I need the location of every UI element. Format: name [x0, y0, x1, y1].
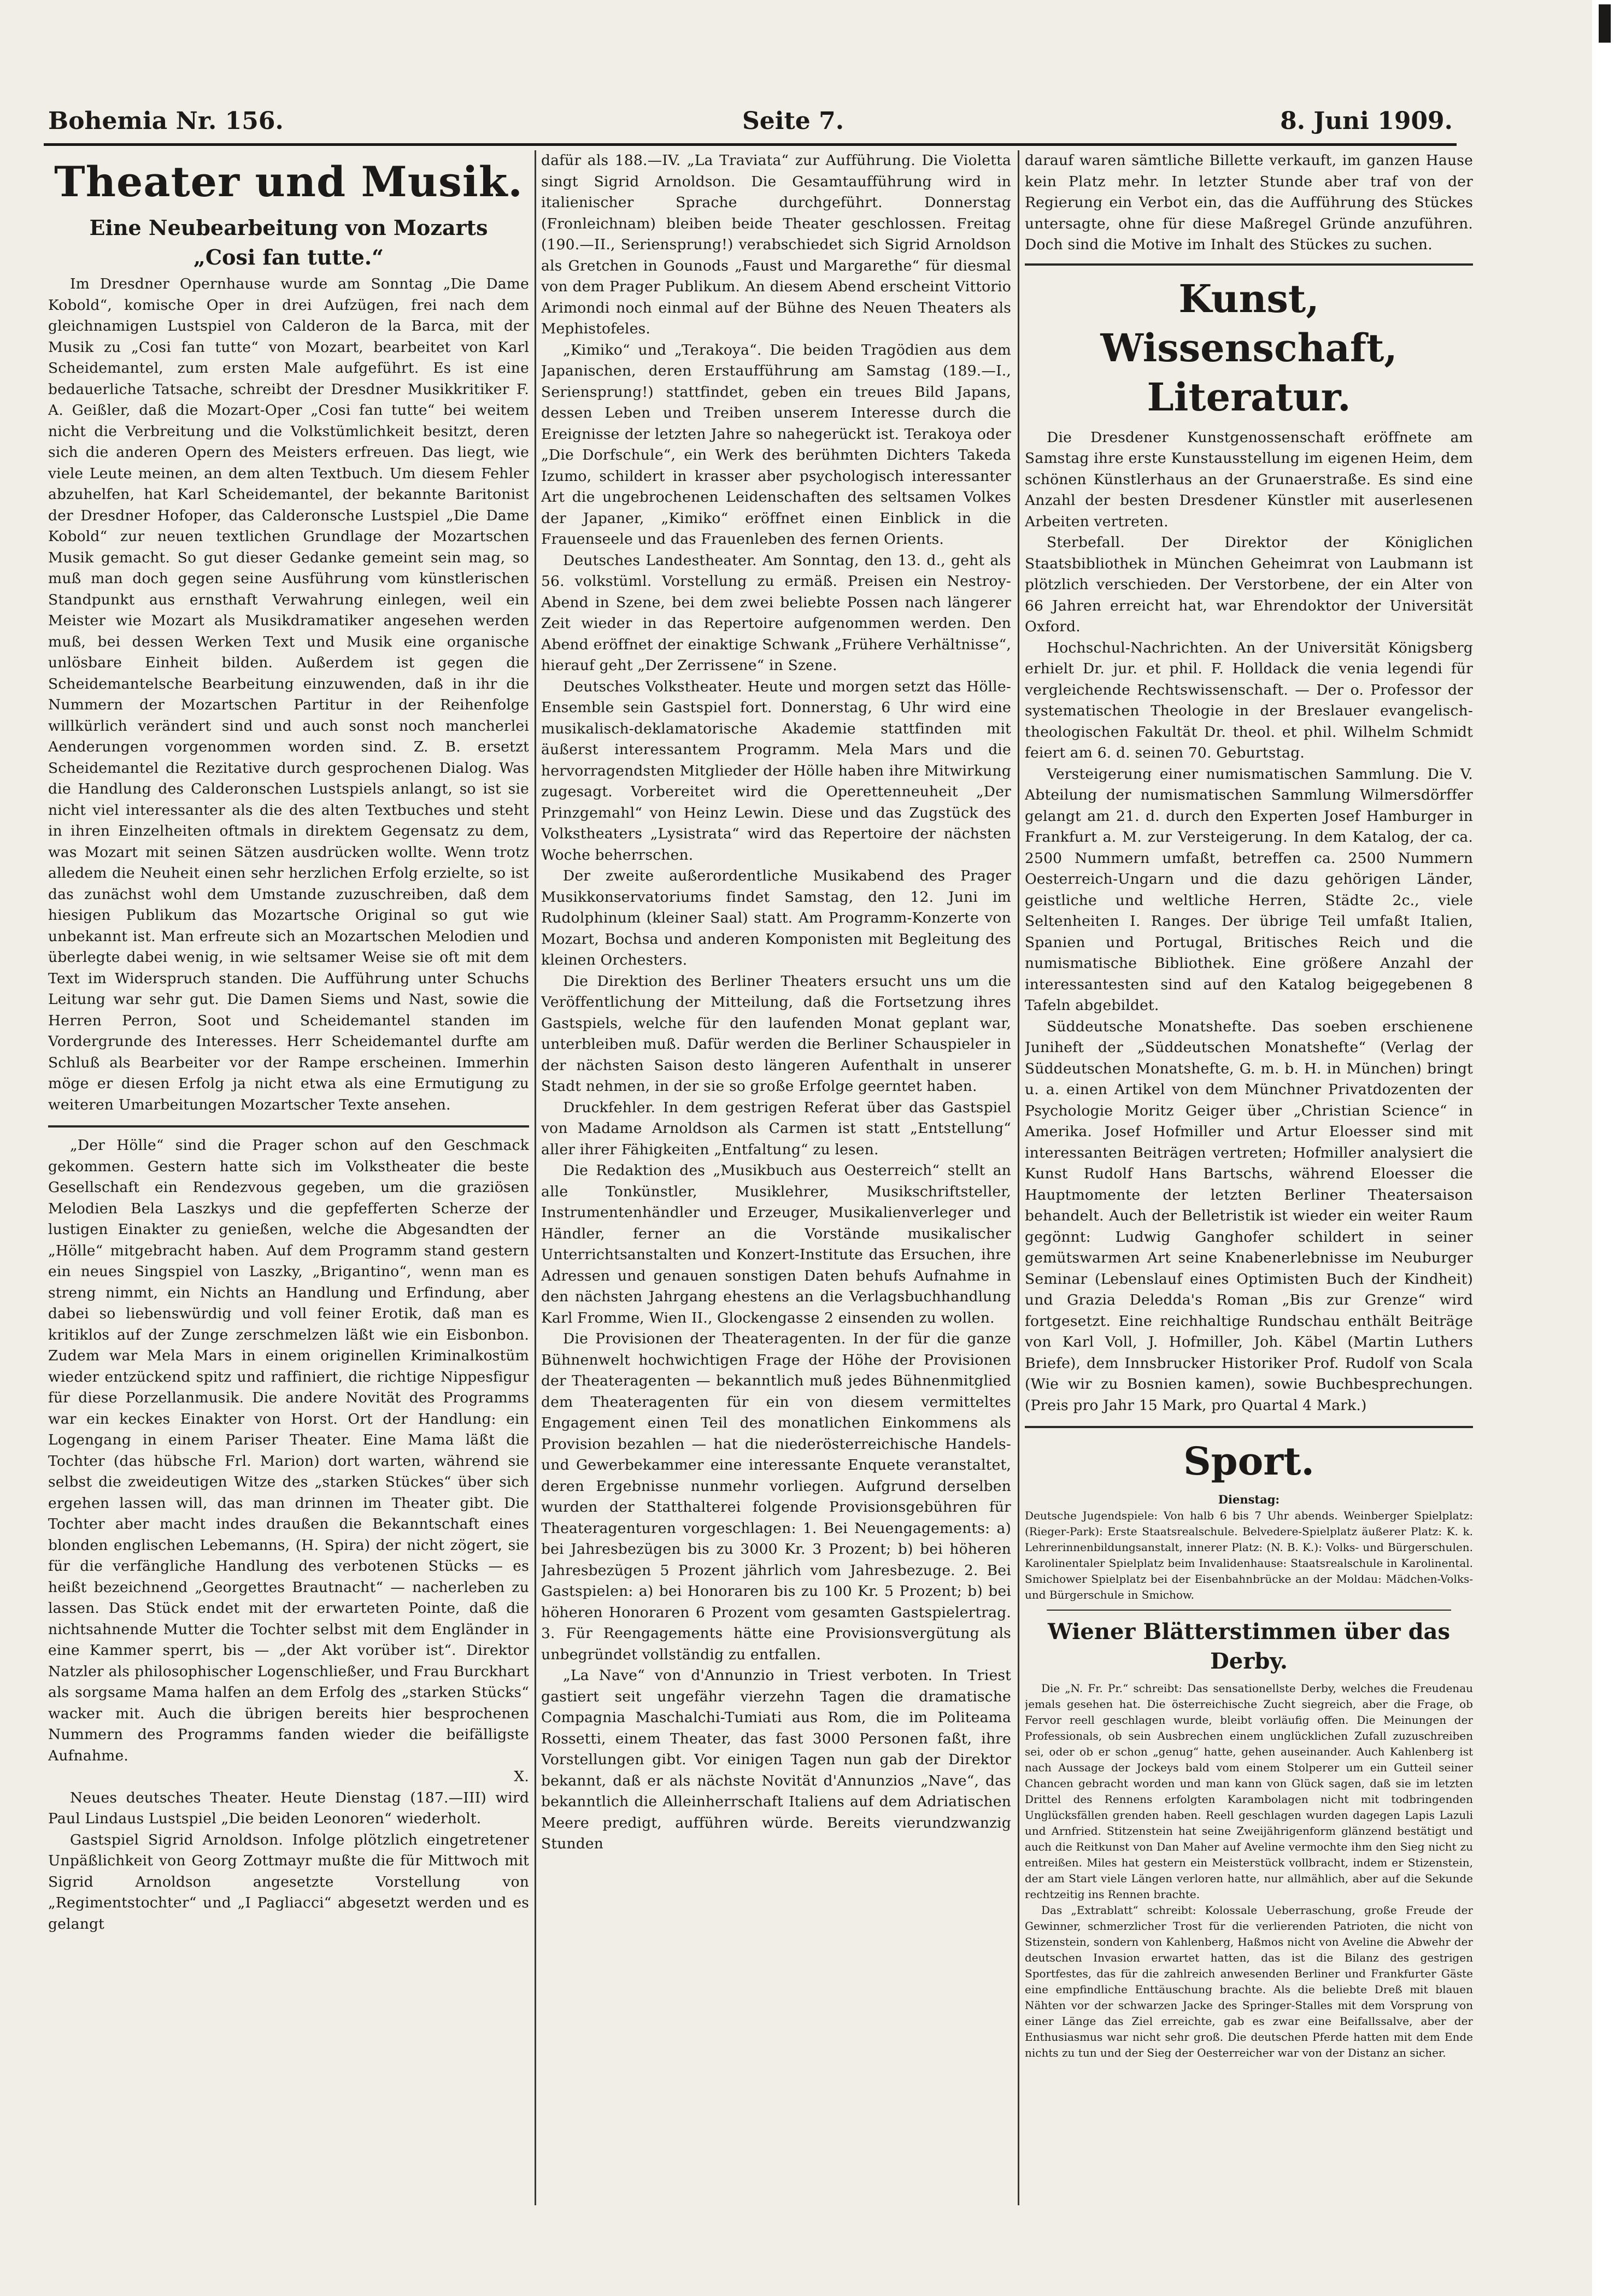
- column-1: [48, 150, 529, 2205]
- article-paragraph: Druckfehler. In dem gestrigen Referat über das Gastspiel von Madame Arnoldson als Carmen ist statt „Entstellung“ aller ihrer Fähigkeiten „Entfaltung“ zu lesen.: [541, 1099, 1011, 1158]
- article-paragraph: darauf waren sämtliche Billette verkauft, im ganzen Hause kein Platz mehr. In letzter Stunde aber traf von der Regierung ein Verbot ein, das die Aufführung des Stückes untersagte, ohne für diese Maßregel Gründe anzuführen. Doch sind die Motive im Inhalt des Stückes zu suchen.: [1025, 152, 1473, 253]
- article-paragraph: Sterbefall. Der Direktor der Königlichen Staatsbibliothek in München Geheimrat von Laubmann ist plötzlich verschieden. Der Verstorbene, der ein Alter von 66 Jahren erreicht hat, war Ehrendoktor der Universität Oxford.: [1025, 534, 1473, 635]
- article-paragraph: Gastspiel Sigrid Arnoldson. Infolge plötzlich eingetretener Unpäßlichkeit von Georg Zottmayr mußte die für Mittwoch mit Sigrid Arnoldson angesetzte Vorstellung von „Regimentstochter“ und „I Pagliacci“ abgesetzt werden und es gelangt: [48, 1831, 529, 1933]
- column-3: [1025, 150, 1473, 2205]
- section-title-kunst: Kunst, Wissenschaft, Literatur.: [1100, 275, 1398, 420]
- article-separator: [1047, 1610, 1451, 1611]
- article-paragraph: Der zweite außerordentliche Musikabend des Prager Musikkonservatoriums findet Samstag, den 12. Juni im Rudolphinum (kleiner Saal) statt. Am Programm-Konzerte von Mozart, Bochsa und anderen Komponisten mit Begleitung des kleinen Orchesters.: [541, 867, 1011, 968]
- section-title-theater: Theater und Musik.: [54, 157, 523, 206]
- article-paragraph: Hochschul-Nachrichten. An der Universität Königsberg erhielt Dr. jur. et phil. F. Holldack die venia legendi für vergleichende Rechtswissenschaft. — Der o. Professor der systematischen Theologie in der Breslauer evangelisch-theologischen Fakultät Dr. theol. et phil. Wilhelm Schmidt feiert am 6. d. seinen 70. Geburtstag.: [1025, 639, 1473, 761]
- header-publication: Bohemia Nr. 156.: [48, 107, 284, 135]
- scan-edge-mark: [1599, 4, 1611, 43]
- header-rule: [44, 143, 1457, 146]
- article-paragraph: „La Nave“ von d'Annunzio in Triest verboten. In Triest gastiert seit ungefähr vierzehn Tagen die dramatische Compagnia Maschalchi-Tumiati aus Rom, die im Politeama Rossetti, einem Theater, das fast 3000 Personen faßt, ihre Vorstellungen gibt. Vor einigen Tagen nun gab der Direktor bekannt, daß er als nächste Novität d'Annunzios „Nave“, das bekanntlich die Alleinherrschaft Italiens auf dem Adriatischen Meere predigt, aufführen würde. Bereits vierundzwanzig Stunden: [541, 1667, 1011, 1852]
- article-headline-derby: Wiener Blätterstimmen über das Derby.: [1048, 1619, 1450, 1674]
- article-paragraph: Im Dresdner Opernhause wurde am Sonntag „Die Dame Kobold“, komische Oper in drei Aufzügen, frei nach dem gleichnamigen Lustspiel von Calderon de la Barca, mit der Musik zu „Cosi fan tutte“ von Mozart, bearbeitet von Karl Scheidemantel, zum ersten Male aufgeführt. Es ist eine bedauerliche Tatsache, schreibt der Dresdner Musikkritiker F. A. Geißler, daß die Mozart-Oper „Cosi fan tutte“ bei weitem nicht die Verbreitung und die Volkstümlichkeit besitzt, deren sich die anderen Opern des Meisters erfreuen. Das liegt, wie viele Leute meinen, an dem alten Textbuch. Um diesem Fehler abzuhelfen, hat Karl Scheidemantel, der bekannte Baritonist der Dresdner Hofoper, das Calderonsche Lustspiel „Die Dame Kobold“ zur neuen textlichen Grundlage der Mozartschen Musik gemacht. So gut dieser Gedanke gemeint sein mag, so muß man doch gegen seine Ausführung vom künstlerischen Standpunkt aus ernsthaft Verwahrung einlegen, weil ein Meister wie Mozart als Musikdramatiker angesehen werden muß, bei dessen Werken Text und Musik eine organische unlösbare Einheit bilden. Außerdem ist gegen die Scheidemantelsche Bearbeitung einzuwenden, daß in ihr die Nummern der Mozartschen Partitur in der Reihenfolge willkürlich verändert sind und auch sonst noch mancherlei Aenderungen vorgenommen worden sind. Z. B. ersetzt Scheidemantel die Rezitative durch gesprochenen Dialog. Was die Handlung des Calderonschen Lustspiels anlangt, so ist sie nicht viel interessanter als die des alten Textbuches und steht in ihren Einzelheiten oftmals in direktem Gegensatz zu dem, was Mozart mit seinen Sätzen ausdrücken wollte. Wenn trotz alledem die Neuheit einen sehr herzlichen Erfolg erzielte, so ist das zunächst wohl dem Umstande zuzuschreiben, daß dem hiesigen Publikum das Mozartsche Original so gut wie unbekannt ist. Man erfreute sich an Mozartschen Melodien und überlegte dabei wenig, in wie seltsamer Weise sie oft mit dem Text im Widerspruch standen. Die Aufführung unter Schuchs Leitung war sehr gut. Die Damen Siems und Nast, sowie die Herren Perron, Soot und Scheidemantel standen im Vordergrunde des Interesses. Herr Scheidemantel durfte am Schluß als Bearbeiter vor der Rampe erscheinen. Immerhin möge er diesen Erfolg ja nicht etwa als eine Ermutigung zu weiteren Umarbeitungen Mozartscher Texte ansehen.: [48, 275, 529, 1113]
- article-paragraph: Das „Extrablatt“ schreibt: Kolossale Ueberraschung, große Freude der Gewinner, schmerzlicher Trost für die verlierenden Patrioten, die nicht von Stizenstein, sondern von Kahlenberg, Haßmos nicht von Aveline die Abwehr der deutschen Invasion erwartet hatten, das ist die Bilanz des gestrigen Sportfestes, das für die zahlreich anwesenden Berliner und Frankfurter Gäste eine empfindliche Enttäuschung brachte. Als die beliebte Dreß mit blauen Nähten vor der schwarzen Jacke des Springer-Stalles mit dem Vorsprung von einer Länge das Ziel erreichte, gab es zwar eine Beifallssalve, aber der Enthusiasmus war nicht sehr groß. Die deutschen Pferde hatten mit dem Ende nichts zu tun und der Sieg der Oesterreicher war von der Distanz an sicher.: [1025, 1904, 1473, 2059]
- article-signature: X.: [514, 1768, 529, 1785]
- article-paragraph: Deutsches Volkstheater. Heute und morgen setzt das Hölle-Ensemble sein Gastspiel fort. Donnerstag, 6 Uhr wird eine musikalisch-deklamatorische Akademie stattfinden mit äußerst interessantem Programm. Mela Mars und die hervorragendsten Mitglieder der Hölle haben ihre Mitwirkung zugesagt. Vorbereitet wird die Operettenneuheit „Der Prinzgemahl“ von Heinz Lewin. Diese und das Zugstück des Volkstheaters „Lysistrata“ wird das Repertoire der nächsten Woche beherrschen.: [541, 678, 1011, 864]
- article-paragraph: Die Dresdener Kunstgenossenschaft eröffnete am Samstag ihre erste Kunstausstellung im eigenen Heim, dem schönen Künstlerhaus an der Grunaerstraße. Es sind eine Anzahl der besten Dresdener Künstler mit auserlesenen Arbeiten vertreten.: [1025, 428, 1473, 530]
- article-paragraph: dafür als 188.—IV. „La Traviata“ zur Aufführung. Die Violetta singt Sigrid Arnoldson. Die Gesamtaufführung wird in italienischer Sprache durchgeführt. Donnerstag (Fronleichnam) bleiben beide Theater geschlossen. Freitag (190.—II., Seriensprung!) verabschiedet sich Sigrid Arnoldson als Gretchen in Gounods „Faust und Margarethe“ für diesmal von dem Prager Publikum. An diesem Abend erscheint Vittorio Arimondi noch einmal auf der Bühne des Neuen Theaters als Mephistofeles.: [541, 152, 1011, 337]
- article-paragraph: Neues deutsches Theater. Heute Dienstag (187.—III) wird Paul Lindaus Lustspiel „Die beiden Leonoren“ wiederholt.: [48, 1789, 529, 1827]
- section-separator: [1025, 1426, 1473, 1428]
- page-edge: [1592, 0, 1614, 2296]
- article-paragraph: Versteigerung einer numismatischen Sammlung. Die V. Abteilung der numismatischen Sammlung Wilmersdörffer gelangt am 21. d. durch den Experten Josef Hamburger in Frankfurt a. M. zur Versteigerung. In dem Katalog, der ca. 2500 Nummern umfaßt, betreffen ca. 2500 Nummern Oesterreich-Ungarn und die dazu gehörigen Länder, geistliche und weltliche Herren, Städte 2c., viele Seltenheiten I. Ranges. Der übrige Teil umfaßt Italien, Spanien und Portugal, Britisches Reich und die numismatische Bibliothek. Eine größere Anzahl der interessantesten sind auf den Katalog beigegebenen 8 Tafeln abgebildet.: [1025, 765, 1473, 1014]
- article-headline-1: Eine Neubearbeitung von Mozarts: [89, 215, 488, 240]
- sport-day-heading: Dienstag:: [1218, 1493, 1280, 1506]
- article-paragraph: Süddeutsche Monatshefte. Das soeben erschienene Juniheft der „Süddeutschen Monatshefte“ (Verlag der Süddeutschen Monatshefte, G. m. b. H. in München) bringt u. a. einen Artikel von dem Münchner Privatdozenten der Psychologie Moritz Geiger über „Christian Science“ in Amerika. Josef Hofmiller und Artur Eloesser sind mit interessanten Beiträgen vertreten; Hofmiller analysiert die Kunst Rudolf Hans Bartschs, während Eloesser die Hauptmomente der letzten Berliner Theatersaison behandelt. Auch der Belletristik ist wieder ein weiter Raum gegönnt: Ludwig Ganghofer schildert in seiner gemütswarmen Art seine Knabenerlebnisse im Neuburger Seminar (Lebenslauf eines Optimisten Buch der Kindheit) und Grazia Deledda's Roman „Bis zur Grenze“ wird fortgesetzt. Eine reichhaltige Rundschau enthält Beiträge von Karl Voll, J. Hofmiller, Joh. Käbel (Martin Luthers Briefe), dem Innsbrucker Historiker Prof. Rudolf von Scala (Wie wir zu Bosnien kamen), sowie Buchbesprechungen. (Preis pro Jahr 15 Mark, pro Quartal 4 Mark.): [1025, 1018, 1473, 1414]
- section-title-sport: Sport.: [1183, 1438, 1314, 1484]
- article-paragraph: Deutsches Landestheater. Am Sonntag, den 13. d., geht als 56. volkstüml. Vorstellung zu ermäß. Preisen ein Nestroy-Abend in Szene, bei dem zwei beliebte Possen nach längerer Zeit wieder in das Repertoire aufgenommen werden. Den Abend eröffnet der einaktige Schwank „Frühere Verhältnisse“, hierauf geht „Der Zerrissene“ in Szene.: [541, 551, 1011, 674]
- article-paragraph: „Der Hölle“ sind die Prager schon auf den Geschmack gekommen. Gestern hatte sich im Volkstheater die beste Gesellschaft ein Rendezvous gegeben, um die graziösen Melodien Bela Laszkys und die gepfefferten Scherze der lustigen Einakter zu genießen, welche die Abgesandten der „Hölle“ mitgebracht haben. Auf dem Programm stand gestern ein neues Singspiel von Laszky, „Brigantino“, wenn man es streng nimmt, ein Nichts an Handlung und Erfindung, aber dabei so liebenswürdig und voll feiner Erotik, daß man es kritiklos auf der Zunge zerschmelzen läßt wie ein Eisbonbon. Zudem war Mela Mars in einem originellen Kriminalkostüm wieder entzückend spitz und raffiniert, die richtige Nippesfigur für diese Porzellanmusik. Die andere Novität des Programms war ein keckes Einakter von Horst. Ort der Handlung: ein Logengang in einem Pariser Theater. Eine Mama läßt die Tochter (das hübsche Frl. Marion) dort warten, während sie selbst die zweideutigen Witze des „starken Stückes“ über sich ergehen lassen will, das man drinnen im Theater gibt. Die Tochter aber macht indes draußen die Bekanntschaft eines blonden englischen Lebemanns, (H. Spira) der nicht zögert, sie für die verfängliche Handlung des verbotenen Stücks — es heißt bezeichnend „Georgettes Brautnacht“ — nacherleben zu lassen. Das Stück endet mit der erwarteten Pointe, daß die nichtsahnende Mutter die Tochter selbst mit dem Engländer in eine Kammer sperrt, bis — „der Akt vorüber ist“. Direktor Natzler als philosophischer Logenschließer, und Frau Burckhart als sorgsame Mama halfen an dem Erfolg des „starken Stücks“ wacker mit. Auch die übrigen bereits hier besprochenen Nummern des Programms fanden wieder die beifälligste Aufnahme.: [48, 1137, 529, 1764]
- article-paragraph: Die Provisionen der Theateragenten. In der für die ganze Bühnenwelt hochwichtigen Frage der Höhe der Provisionen der Theateragenten — bekanntlich muß jedes Bühnenmitglied dem Theateragenten für ein von diesem vermitteltes Engagement einen Teil des monatlichen Einkommens als Provision bezahlen — hat die niederösterreichische Handels- und Gewerbekammer eine interessante Enquete veranstaltet, deren Ergebnisse nunmehr vorliegen. Aufgrund derselben wurden der Statthalterei folgende Provisionsgebühren für Theateragenturen vorgeschlagen: 1. Bei Neuengagements: a) bei Jahresbezügen bis zu 3000 Kr. 3 Prozent; b) bei höheren Jahresbezügen 5 Prozent jährlich vom Jahresbezuge. 2. Bei Gastspielen: a) bei Honoraren bis zu 100 Kr. 5 Prozent; b) bei höheren Honoraren 6 Prozent vom gesamten Gastspielertrag. 3. Für Reengagements hätte eine Provisionsvergütung als unbegründet vollständig zu entfallen.: [541, 1330, 1011, 1663]
- article-separator: [48, 1125, 529, 1128]
- header-date: 8. Juni 1909.: [1280, 107, 1453, 135]
- section-separator: [1025, 263, 1473, 266]
- column-rule-1: [535, 150, 536, 2205]
- article-headline-2: „Cosi fan tutte.“: [193, 245, 384, 269]
- page-header: [48, 107, 1453, 138]
- article-paragraph: Die „N. Fr. Pr.“ schreibt: Das sensationellste Derby, welches die Freudenau jemals gesehen hat. Die österreichische Zucht siegreich, aber die Frage, ob Fervor reell geschlagen wurde, bleibt vorläufig offen. Die Meinungen der Professionals, ob sein Ausbrechen einem unglücklichen Zufall zuzuschreiben sei, oder ob er schon „genug“ hatte, gehen auseinander. Auch Kahlenberg ist nach Aussage der Jockeys bald vom einem Stolperer um ein Gutteil seiner Chancen gebracht worden und man kann von Glück sagen, daß sie im letzten Drittel des Rennens erfolgten Karambolagen nicht mit todbringenden Unglücksfällen grenden haben. Reell geschlagen wurden dagegen Lapis Lazuli und Arnfried. Stitzenstein hat seine Zweijährigenform glänzend bestätigt und auch die Reitkunst von Dan Maher auf Aveline vermochte ihm den Sieg nicht zu entreißen. Miles hat gestern ein Meisterstück vollbracht, indem er Stizenstein, der am Start viele Längen verloren hatte, nur allmählich, aber auf die Sekunde rechtzeitig ins Rennen brachte.: [1025, 1682, 1473, 1901]
- sport-schedule: Deutsche Jugendspiele: Von halb 6 bis 7 Uhr abends. Weinberger Spielplatz: (Rieger-Park): Erste Staatsrealschule. Belvedere-Spielplatz äußerer Platz: K. k. Lehrerinnenbildungsanstalt, innerer Platz: (N. B. K.): Volks- und Bürgerschulen. Karolinentaler Spielplatz beim Invalidenhause: Staatsrealschule in Karolinental. Smichower Spielplatz bei der Eisenbahnbrücke an der Moldau: Mädchen-Volks- und Bürgerschule in Smichow.: [1025, 1509, 1473, 1601]
- column-2: [541, 150, 1011, 2205]
- article-paragraph: „Kimiko“ und „Terakoya“. Die beiden Tragödien aus dem Japanischen, deren Erstaufführung am Samstag (189.—I., Seriensprung!) stattfindet, geben ein treues Bild Japans, dessen Leben und Treiben unserem Interesse durch die Ereignisse der letzten Jahre so nahegerückt ist. Terakoya oder „Die Dorfschule“, ein Werk des berühmten Dichters Takeda Izumo, schildert in krasser aber psychologisch interessanter Art die ungebrochenen Leidenschaften des seltsamen Volkes der Japaner, „Kimiko“ eröffnet einen Einblick in die Frauenseele und das Frauenleben des fernen Orients.: [541, 341, 1011, 548]
- column-rule-2: [1018, 150, 1019, 2205]
- article-paragraph: Die Redaktion des „Musikbuch aus Oesterreich“ stellt an alle Tonkünstler, Musiklehrer, Musikschriftsteller, Instrumentenhändler und Erzeuger, Musikalienverleger und Händler, ferner an die Vorstände musikalischer Unterrichtsanstalten und Konzert-Institute das Ersuchen, ihre Adressen und genauen sonstigen Daten behufs Aufnahme in den nächsten Jahrgang ehestens an die Verlagsbuchhandlung Karl Fromme, Wien II., Glockengasse 2 einsenden zu wollen.: [541, 1162, 1011, 1326]
- article-paragraph: Die Direktion des Berliner Theaters ersucht uns um die Veröffentlichung der Mitteilung, daß die Fortsetzung ihres Gastspiels, welche für den laufenden Monat geplant war, unterbleiben muß. Dafür werden die Berliner Schauspieler in der nächsten Saison desto längeren Aufenthalt in unserer Stadt nehmen, in der sie so große Erfolge geerntet haben.: [541, 972, 1011, 1095]
- header-page-number: Seite 7.: [742, 107, 844, 135]
